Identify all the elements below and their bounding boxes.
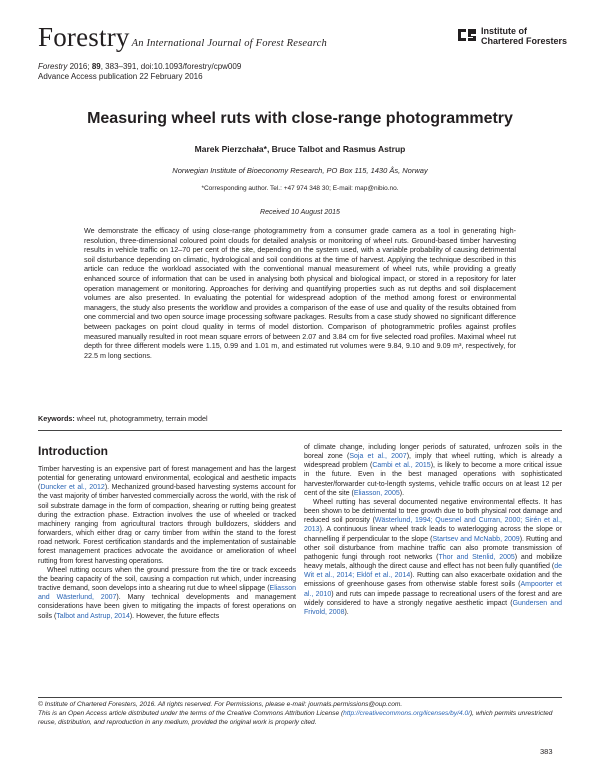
paragraph: Wheel rutting has several documented negative environmental effects. It has been shown to be detrimental to tree growth due to both physical root damage and reduced soil porosity (Wästerlund, 1994; Quesnel and Curran, 2000; Sirén et al., 2013). A continuous linear wheel track leads to waterlogging across the slope or channelling if perpendicular to the slope (Startsev and McNabb, 2009). Rutting and other soil disturbance from machine traffic can also promote transmission of pathogenic fungi through root networks (Thor and Stenlid, 2005) and mobilize heavy metals, although the direct cause and effect has not been fully quantified (de Wit et al., 2014; Eklöf et al., 2014). Rutting can also exacerbate oxidation and the emissions of greenhouse gases from otherwise stable forest soils (Ampoorter et al., 2010) and ruts can impede passage to recreational users of the forest and are widely considered to have a strongly negative aesthetic impact (Gundersen and Frivold, 2008). (304, 498, 562, 616)
citation-link[interactable]: Cambi et al., 2015 (372, 462, 431, 470)
paragraph: Wheel rutting occurs when the ground pressure from the tire or track exceeds the bearing capacity of the soil, causing a compaction rut which, under increasing tractive demand, soon develops into a shearing rut due to wheel slippage (Eliasson and Wästerlund, 2007). Many technical developments and management considerations have been given to mitigating the impacts of forest operations on soils (Talbot and Astrup, 2014). However, the future effects (38, 566, 296, 620)
copyright: © Institute of Chartered Foresters, 2016. All rights reserved. For Permissions, please e-mail: journals.permissions@oup.com. (38, 701, 403, 708)
received-date: Received 10 August 2015 (260, 209, 340, 216)
footer-notice (38, 700, 562, 727)
paragraph: Timber harvesting is an expensive part of forest management and has the largest potential for generating untoward environmental, ecological and aesthetic impacts (Duncker et al., 2012). Mechanized ground-based harvesting systems account for the vast majority of timber harvested commercially across the world, with the risk of soil substrate damage in the form of compaction, shearing or rutting being greatest during the extraction phase. Extraction involves the use of wheeled or tracked machinery ranging from agricultural tractors through bulldozers, skidders and forwarders, which either drag or carry timber from within the stand to the forest road network. Forest certification standards and the implementation of sustainable forest management practices advocate the avoidance or amelioration of wheel rutting from forest harvesting operations. (38, 466, 296, 565)
citation-link[interactable]: Startsev and McNabb, 2009 (432, 535, 520, 543)
citation: Forestry 2016; 89, 383–391, doi:10.1093/forestry/cpw009 Advance Access publication 22 February 2016 (38, 62, 242, 81)
body-column-right (304, 443, 562, 617)
license: This is an Open Access article distributed under the terms of the Creative Commons Attribution License (http://creativecommons.org/licenses/by/4.0/), which permits unrestricted reuse, distribution, and reproduction in any medium, provided the original work is properly cited. (38, 710, 553, 726)
publisher-name: Institute of Chartered Foresters (481, 26, 568, 46)
license-link[interactable]: http://creativecommons.org/licenses/by/4.0/ (343, 710, 470, 717)
citation-link[interactable]: Soja et al., 2007 (349, 453, 407, 461)
citation-link[interactable]: Gundersen and Frivold, 2008 (304, 599, 562, 616)
body-column-left (38, 465, 296, 621)
citation-link[interactable]: Wästerlund, 1994; Quesnel and Curran, 2000; Sirén et al., 2013 (304, 517, 562, 534)
citation-link[interactable]: Talbot and Astrup, 2014 (56, 612, 130, 620)
article-title: Measuring wheel ruts with close-range photogrammetry (87, 110, 513, 127)
page-number: 383 (540, 747, 553, 756)
paragraph: of climate change, including longer periods of saturated, unfrozen soils in the boreal zone (Soja et al., 2007), imply that wheel rutting, which is already a widespread problem (Cambi et al., 2015), is likely to become a more critical issue in the future. Even in the best managed operations with sophisticated harvester/forwarder cut-to-length systems, vehicle traffic occurs on at least 12 per cent of the site (Eliasson, 2005). (304, 444, 563, 497)
abstract: We demonstrate the efficacy of using close-range photogrammetry from a consumer grade camera as a tool in generating high-resolution, three-dimensional coloured point clouds for detailed analysis or monitoring of wheel ruts. Ground-based timber harvesting results in vehicle traffic on 12–70 per cent of the site, depending on the system used, with a variable probability of causing detrimental soil disturbance depending on climatic, hydrological and soil conditions at the time of harvest. Applying the technique described in this article can reduce the workload associated with the conventional manual measurement of wheel ruts, while providing a greatly enhanced source of information that can be used in analysing both physical and biological impact, or stored in a repository for later operation management or monitoring. Approaches for deriving and quantifying properties such as rut depths and soil displacement volumes are also presented. In evaluating the potential for widespread adoption of the method among forest or environmental managers, the study also presents the workflow and provides a comparison of the ease of use and quality of the results obtained from one commercial and two open source image processing software packages. Results from a case study showed no significant difference between packages on point cloud quality in terms of model distortion. Comparison of photogrammetric profiles against profiles measured manually resulted in root mean square errors of between 2.07 and 3.84 cm for five selected road profiles. Maximal wheel rut depth for three different models were 1.15, 0.99 and 1.01 m, and estimated rut volumes were 9.84, 9.10 and 9.09 m³, respectively, for 22.5 m long sections. (84, 226, 516, 360)
citation-link[interactable]: Duncker et al., 2012 (40, 484, 105, 492)
publisher-logo-icon (456, 27, 478, 43)
citation-link[interactable]: Thor and Stenlid, 2005 (438, 553, 515, 561)
journal-name: Forestry (38, 22, 130, 52)
citation-journal: Forestry (38, 62, 68, 71)
advance-access: Advance Access publication 22 February 2016 (38, 72, 203, 81)
section-heading: Introduction (38, 444, 108, 458)
journal-subtitle: An International Journal of Forest Research (131, 38, 327, 49)
divider (38, 430, 562, 431)
correspondence: *Corresponding author. Tel.: +47 974 348 30; E-mail: map@nibio.no. (201, 185, 399, 192)
citation-link[interactable]: Eliasson, 2005 (353, 489, 400, 497)
citation-link[interactable]: de Wit et al., 2014; Eklöf et al., 2014 (304, 563, 562, 580)
citation-volume: 89 (91, 62, 101, 71)
keywords: Keywords: wheel rut, photogrammetry, terrain model (38, 414, 208, 423)
citation-link[interactable]: Eliasson and Wästerlund, 2007 (38, 585, 296, 602)
affiliation: Norwegian Institute of Bioeconomy Research, PO Box 115, 1430 Ås, Norway (172, 166, 428, 175)
citation-link[interactable]: Ampoorter et al., 2010 (304, 581, 562, 598)
journal-title (38, 22, 327, 53)
authors: Marek Pierzchała*, Bruce Talbot and Rasmus Astrup (194, 144, 406, 154)
footer-divider (38, 697, 562, 698)
